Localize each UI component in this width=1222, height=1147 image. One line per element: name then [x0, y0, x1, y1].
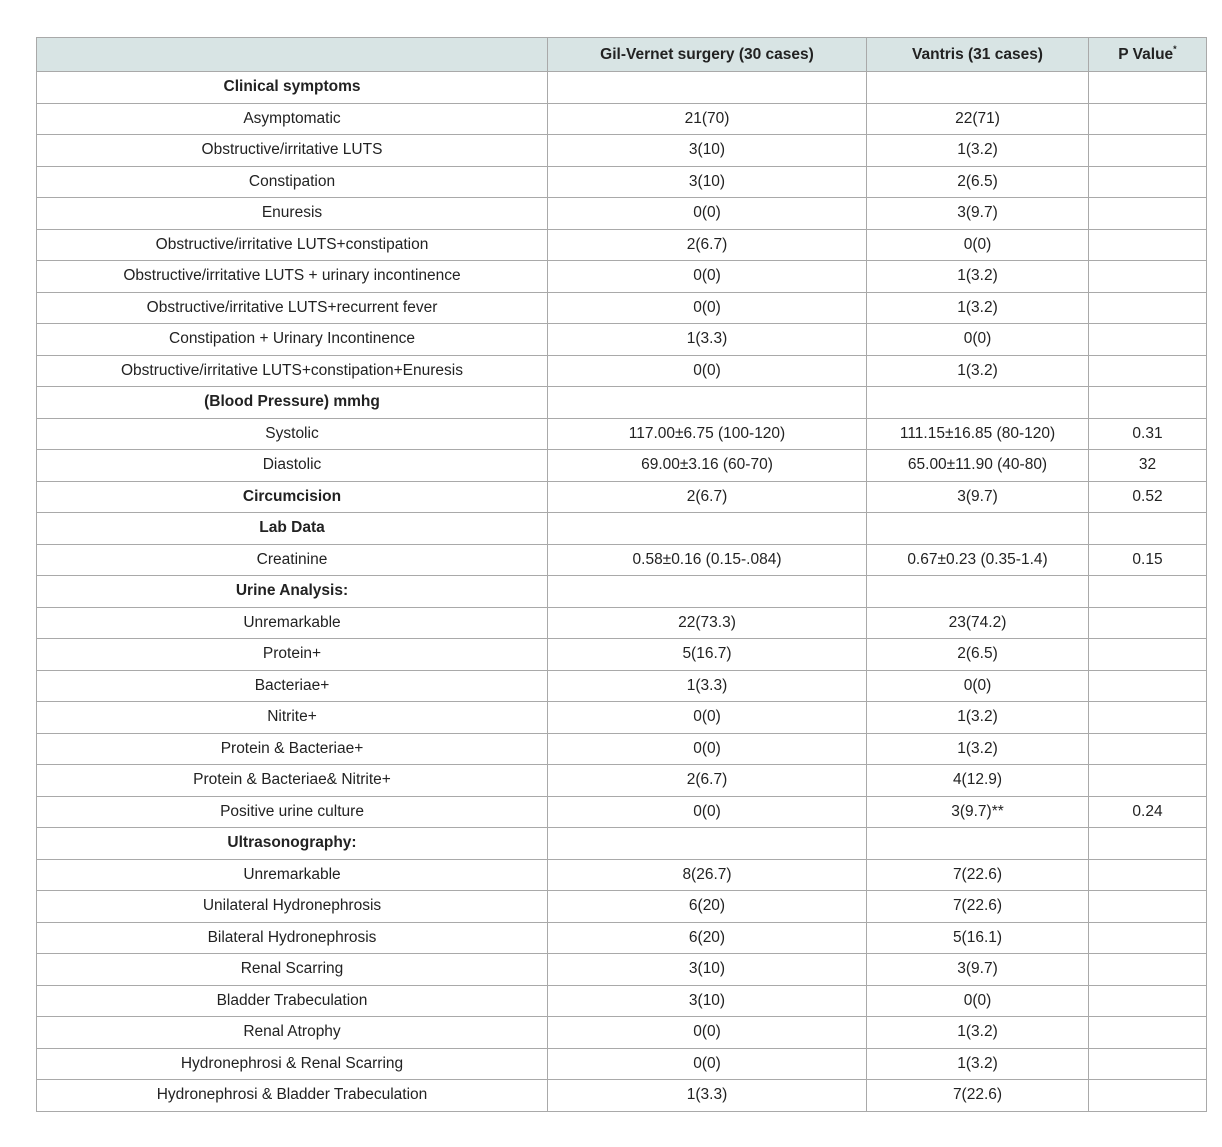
table-row	[37, 103, 1207, 135]
vantris-cell	[867, 387, 1089, 419]
gil-vernet-cell: 0(0)	[548, 1048, 867, 1080]
gil-vernet-cell	[548, 72, 867, 104]
vantris-cell: 23(74.2)	[867, 607, 1089, 639]
row-label-cell: Systolic	[37, 418, 548, 450]
vantris-cell: 4(12.9)	[867, 765, 1089, 797]
row-label-cell: Unremarkable	[37, 859, 548, 891]
vantris-cell: 2(6.5)	[867, 166, 1089, 198]
table-row	[37, 576, 1207, 608]
p-value-cell	[1089, 229, 1207, 261]
vantris-cell: 1(3.2)	[867, 292, 1089, 324]
p-value-cell: 32	[1089, 450, 1207, 482]
gil-vernet-cell: 6(20)	[548, 922, 867, 954]
vantris-cell: 0(0)	[867, 324, 1089, 356]
vantris-cell: 2(6.5)	[867, 639, 1089, 671]
gil-vernet-cell: 0(0)	[548, 796, 867, 828]
row-label-cell: Hydronephrosi & Renal Scarring	[37, 1048, 548, 1080]
row-label-cell: Renal Scarring	[37, 954, 548, 986]
gil-vernet-cell: 1(3.3)	[548, 1080, 867, 1112]
vantris-cell: 0.67±0.23 (0.35-1.4)	[867, 544, 1089, 576]
p-value-cell	[1089, 733, 1207, 765]
table-row	[37, 355, 1207, 387]
p-value-cell	[1089, 954, 1207, 986]
vantris-cell	[867, 72, 1089, 104]
row-label-cell: Protein & Bacteriae+	[37, 733, 548, 765]
vantris-cell: 1(3.2)	[867, 355, 1089, 387]
p-value-cell	[1089, 922, 1207, 954]
row-label-cell: Bacteriae+	[37, 670, 548, 702]
p-value-cell	[1089, 103, 1207, 135]
row-label-cell: Asymptomatic	[37, 103, 548, 135]
gil-vernet-cell: 6(20)	[548, 891, 867, 923]
row-label-cell: Obstructive/irritative LUTS+constipation	[37, 229, 548, 261]
table-row	[37, 891, 1207, 923]
table-row	[37, 418, 1207, 450]
p-value-cell: 0.31	[1089, 418, 1207, 450]
gil-vernet-cell: 0(0)	[548, 292, 867, 324]
gil-vernet-cell: 0(0)	[548, 733, 867, 765]
row-label-cell: Nitrite+	[37, 702, 548, 734]
p-value-cell	[1089, 198, 1207, 230]
gil-vernet-cell	[548, 387, 867, 419]
table-row	[37, 513, 1207, 545]
row-label-cell: Obstructive/irritative LUTS+recurrent fever	[37, 292, 548, 324]
table-row	[37, 796, 1207, 828]
vantris-cell: 1(3.2)	[867, 1017, 1089, 1049]
header-label	[37, 38, 548, 72]
table-row	[37, 72, 1207, 104]
header-vantris: Vantris (31 cases)	[867, 38, 1089, 72]
gil-vernet-cell: 69.00±3.16 (60-70)	[548, 450, 867, 482]
p-value-cell	[1089, 639, 1207, 671]
row-label-cell: Obstructive/irritative LUTS	[37, 135, 548, 167]
header-p-value-mark: *	[1173, 43, 1177, 54]
table-row	[37, 859, 1207, 891]
table-row	[37, 670, 1207, 702]
table-row	[37, 828, 1207, 860]
gil-vernet-cell: 0(0)	[548, 702, 867, 734]
p-value-cell	[1089, 166, 1207, 198]
row-label-cell: Creatinine	[37, 544, 548, 576]
gil-vernet-cell: 21(70)	[548, 103, 867, 135]
row-label-cell: Protein & Bacteriae& Nitrite+	[37, 765, 548, 797]
gil-vernet-cell: 3(10)	[548, 954, 867, 986]
p-value-cell	[1089, 576, 1207, 608]
gil-vernet-cell: 3(10)	[548, 166, 867, 198]
p-value-cell	[1089, 72, 1207, 104]
gil-vernet-cell: 0.58±0.16 (0.15-.084)	[548, 544, 867, 576]
row-label-cell: Unilateral Hydronephrosis	[37, 891, 548, 923]
p-value-cell	[1089, 355, 1207, 387]
gil-vernet-cell: 3(10)	[548, 135, 867, 167]
row-label-cell: Enuresis	[37, 198, 548, 230]
p-value-cell	[1089, 387, 1207, 419]
gil-vernet-cell: 1(3.3)	[548, 670, 867, 702]
p-value-cell: 0.52	[1089, 481, 1207, 513]
gil-vernet-cell	[548, 828, 867, 860]
vantris-cell: 1(3.2)	[867, 135, 1089, 167]
row-label-cell: (Blood Pressure) mmhg	[37, 387, 548, 419]
row-label-cell: Hydronephrosi & Bladder Trabeculation	[37, 1080, 548, 1112]
vantris-cell: 7(22.6)	[867, 891, 1089, 923]
row-label-cell: Bilateral Hydronephrosis	[37, 922, 548, 954]
vantris-cell: 22(71)	[867, 103, 1089, 135]
table-body	[37, 72, 1207, 1112]
header-p-value	[1089, 38, 1207, 72]
row-label-cell: Clinical symptoms	[37, 72, 548, 104]
table-row	[37, 765, 1207, 797]
gil-vernet-cell: 117.00±6.75 (100-120)	[548, 418, 867, 450]
table-row	[37, 481, 1207, 513]
gil-vernet-cell	[548, 513, 867, 545]
vantris-cell: 5(16.1)	[867, 922, 1089, 954]
p-value-cell	[1089, 985, 1207, 1017]
row-label-cell: Positive urine culture	[37, 796, 548, 828]
p-value-cell	[1089, 324, 1207, 356]
vantris-cell: 0(0)	[867, 229, 1089, 261]
header-p-value-text: P Value	[1118, 45, 1174, 63]
vantris-cell: 0(0)	[867, 670, 1089, 702]
p-value-cell	[1089, 891, 1207, 923]
table-row	[37, 229, 1207, 261]
gil-vernet-cell: 3(10)	[548, 985, 867, 1017]
p-value-cell	[1089, 670, 1207, 702]
gil-vernet-cell: 0(0)	[548, 198, 867, 230]
p-value-cell	[1089, 607, 1207, 639]
gil-vernet-cell: 22(73.3)	[548, 607, 867, 639]
table-row	[37, 198, 1207, 230]
row-label-cell: Circumcision	[37, 481, 548, 513]
vantris-cell: 7(22.6)	[867, 859, 1089, 891]
vantris-cell: 3(9.7)	[867, 198, 1089, 230]
table-row	[37, 1048, 1207, 1080]
table-row	[37, 166, 1207, 198]
row-label-cell: Protein+	[37, 639, 548, 671]
gil-vernet-cell: 5(16.7)	[548, 639, 867, 671]
header-gil-vernet: Gil-Vernet surgery (30 cases)	[548, 38, 867, 72]
gil-vernet-cell: 0(0)	[548, 355, 867, 387]
p-value-cell: 0.15	[1089, 544, 1207, 576]
row-label-cell: Lab Data	[37, 513, 548, 545]
p-value-cell: 0.24	[1089, 796, 1207, 828]
vantris-cell: 111.15±16.85 (80-120)	[867, 418, 1089, 450]
table-row	[37, 261, 1207, 293]
row-label-cell: Constipation + Urinary Incontinence	[37, 324, 548, 356]
table-row	[37, 1017, 1207, 1049]
row-label-cell: Urine Analysis:	[37, 576, 548, 608]
gil-vernet-cell: 8(26.7)	[548, 859, 867, 891]
p-value-cell	[1089, 135, 1207, 167]
vantris-cell: 3(9.7)	[867, 481, 1089, 513]
p-value-cell	[1089, 513, 1207, 545]
row-label-cell: Unremarkable	[37, 607, 548, 639]
table-row	[37, 544, 1207, 576]
vantris-cell: 65.00±11.90 (40-80)	[867, 450, 1089, 482]
vantris-cell: 7(22.6)	[867, 1080, 1089, 1112]
row-label-cell: Diastolic	[37, 450, 548, 482]
row-label-cell: Obstructive/irritative LUTS + urinary incontinence	[37, 261, 548, 293]
gil-vernet-cell	[548, 576, 867, 608]
p-value-cell	[1089, 702, 1207, 734]
p-value-cell	[1089, 765, 1207, 797]
vantris-cell: 3(9.7)	[867, 954, 1089, 986]
table-header-row	[37, 38, 1207, 72]
vantris-cell: 1(3.2)	[867, 261, 1089, 293]
row-label-cell: Bladder Trabeculation	[37, 985, 548, 1017]
gil-vernet-cell: 1(3.3)	[548, 324, 867, 356]
p-value-cell	[1089, 261, 1207, 293]
p-value-cell	[1089, 1048, 1207, 1080]
vantris-cell: 1(3.2)	[867, 1048, 1089, 1080]
table-row	[37, 639, 1207, 671]
table-row	[37, 1080, 1207, 1112]
table-row	[37, 387, 1207, 419]
table-row	[37, 135, 1207, 167]
vantris-cell	[867, 576, 1089, 608]
row-label-cell: Obstructive/irritative LUTS+constipation+Enuresis	[37, 355, 548, 387]
comparison-table	[36, 37, 1207, 1112]
vantris-cell: 1(3.2)	[867, 702, 1089, 734]
table-row	[37, 292, 1207, 324]
p-value-cell	[1089, 828, 1207, 860]
gil-vernet-cell: 2(6.7)	[548, 765, 867, 797]
p-value-cell	[1089, 859, 1207, 891]
p-value-cell	[1089, 1080, 1207, 1112]
table-row	[37, 733, 1207, 765]
gil-vernet-cell: 2(6.7)	[548, 229, 867, 261]
row-label-cell: Ultrasonography:	[37, 828, 548, 860]
table-row	[37, 954, 1207, 986]
table-row	[37, 324, 1207, 356]
table-row	[37, 985, 1207, 1017]
table-row	[37, 702, 1207, 734]
table-row	[37, 607, 1207, 639]
vantris-cell	[867, 828, 1089, 860]
table-row	[37, 450, 1207, 482]
gil-vernet-cell: 2(6.7)	[548, 481, 867, 513]
row-label-cell: Renal Atrophy	[37, 1017, 548, 1049]
p-value-cell	[1089, 292, 1207, 324]
p-value-cell	[1089, 1017, 1207, 1049]
gil-vernet-cell: 0(0)	[548, 261, 867, 293]
table-row	[37, 922, 1207, 954]
vantris-cell: 0(0)	[867, 985, 1089, 1017]
gil-vernet-cell: 0(0)	[548, 1017, 867, 1049]
vantris-cell	[867, 513, 1089, 545]
row-label-cell: Constipation	[37, 166, 548, 198]
vantris-cell: 1(3.2)	[867, 733, 1089, 765]
vantris-cell: 3(9.7)**	[867, 796, 1089, 828]
